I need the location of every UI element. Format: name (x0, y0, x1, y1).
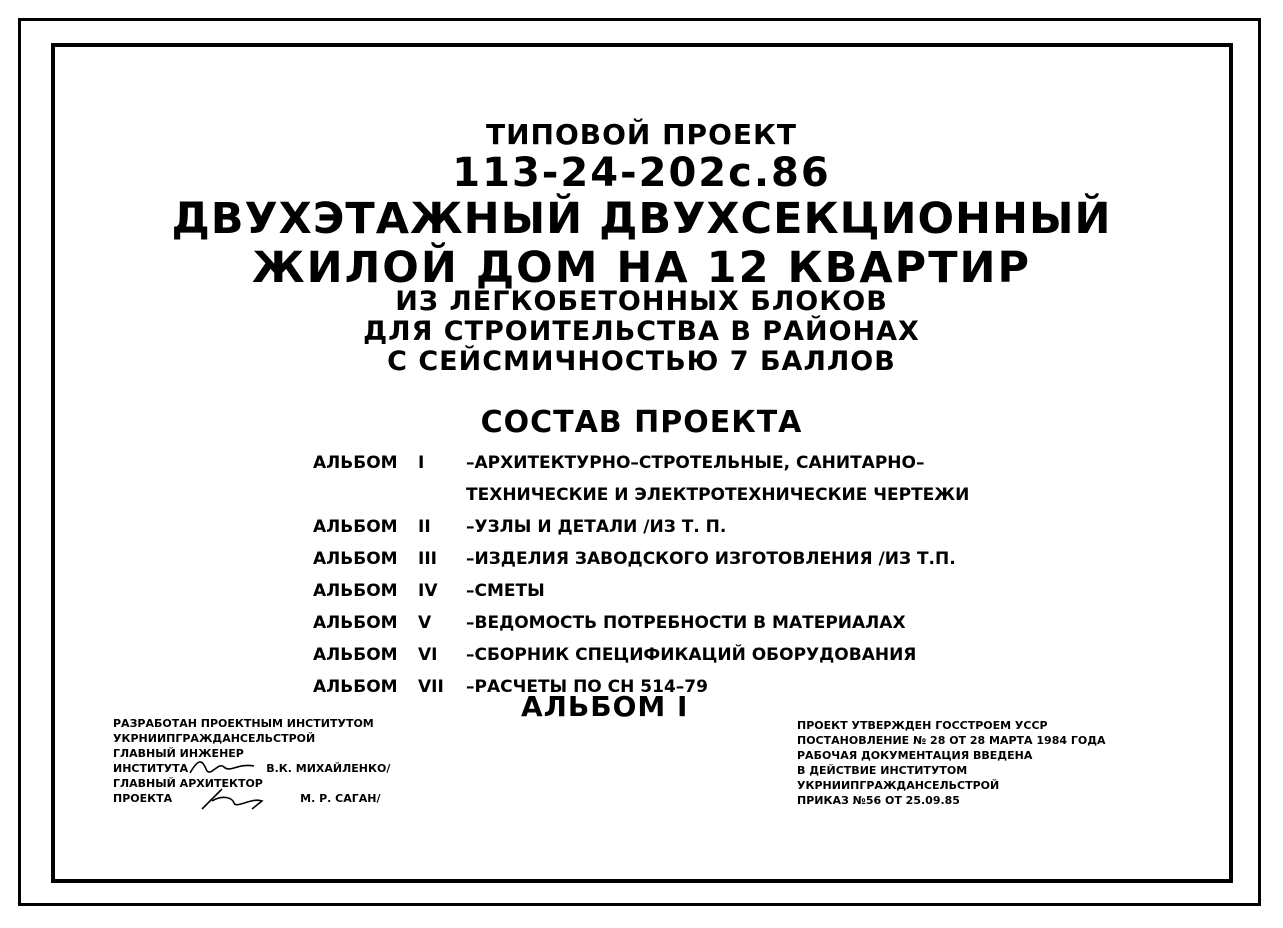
chief-engineer-row (113, 761, 390, 776)
chief-engineer-name: В.К. МИХАЙЛЕНКО/ (266, 762, 391, 775)
approval-line-3: РАБОЧАЯ ДОКУМЕНТАЦИЯ ВВЕДЕНА (797, 749, 1033, 762)
album-description: –АРХИТЕКТУРНО–СТРОТЕЛЬНЫЕ, САНИТАРНО– (466, 453, 925, 473)
album-number: I (418, 453, 425, 473)
album-row (313, 639, 969, 671)
project-type-label: ТИПОВОЙ ПРОЕКТ (486, 118, 797, 151)
composition-heading: СОСТАВ ПРОЕКТА (480, 405, 803, 440)
developer-line-2: УКРНИИПГРАЖДАНСЕЛЬСТРОЙ (113, 732, 316, 745)
album-word: АЛЬБОМ (313, 645, 398, 665)
developer-line-3: ГЛАВНЫЙ ИНЖЕНЕР (113, 747, 244, 760)
developer-block (113, 716, 390, 806)
album-row (313, 575, 969, 607)
subtitle-line-1: ИЗ ЛЕГКОБЕТОННЫХ БЛОКОВ (395, 286, 888, 317)
signature-sagan (172, 791, 292, 805)
album-word: АЛЬБОМ (313, 453, 398, 473)
signature-mikhailenko (188, 761, 258, 775)
album-word: АЛЬБОМ (313, 517, 398, 537)
album-description: –РАСЧЕТЫ ПО СН 514–79 (466, 677, 708, 697)
album-number: III (418, 549, 437, 569)
album-row (313, 511, 969, 543)
approval-block (797, 718, 1106, 808)
album-description-continued: ТЕХНИЧЕСКИЕ И ЭЛЕКТРОТЕХНИЧЕСКИЕ ЧЕРТЕЖИ (466, 485, 970, 505)
chief-architect-label: ПРОЕКТА (113, 792, 173, 805)
current-album-label: АЛЬБОМ I (521, 690, 689, 723)
album-word: АЛЬБОМ (313, 613, 398, 633)
approval-line-6: ПРИКАЗ №56 ОТ 25.09.85 (797, 794, 960, 807)
developer-line-5: ГЛАВНЫЙ АРХИТЕКТОР (113, 777, 263, 790)
album-row (313, 607, 969, 639)
album-row (313, 447, 969, 479)
album-word: АЛЬБОМ (313, 549, 398, 569)
album-description: –ИЗДЕЛИЯ ЗАВОДСКОГО ИЗГОТОВЛЕНИЯ /ИЗ Т.П. (466, 549, 956, 569)
chief-engineer-label: ИНСТИТУТА (113, 762, 189, 775)
developer-line-1: РАЗРАБОТАН ПРОЕКТНЫМ ИНСТИТУТОМ (113, 717, 374, 730)
approval-line-5: УКРНИИПГРАЖДАНСЕЛЬСТРОЙ (797, 779, 1000, 792)
album-description: –УЗЛЫ И ДЕТАЛИ /ИЗ Т. П. (466, 517, 727, 537)
approval-line-2: ПОСТАНОВЛЕНИЕ № 28 ОТ 28 МАРТА 1984 ГОДА (797, 734, 1106, 747)
chief-architect-name: М. Р. САГАН/ (300, 792, 381, 805)
album-number: IV (418, 581, 438, 601)
album-row-continuation (313, 479, 969, 511)
project-number: 113-24-202с.86 (452, 150, 831, 196)
album-number: VII (418, 677, 444, 697)
album-number: II (418, 517, 431, 537)
title-line-1: ДВУХЭТАЖНЫЙ ДВУХСЕКЦИОННЫЙ (171, 194, 1112, 244)
album-list (313, 447, 969, 703)
title-line-2: ЖИЛОЙ ДОМ НА 12 КВАРТИР (251, 243, 1032, 293)
subtitle-line-2: ДЛЯ СТРОИТЕЛЬСТВА В РАЙОНАХ (363, 316, 920, 347)
chief-architect-row (113, 791, 390, 806)
album-word: АЛЬБОМ (313, 677, 398, 697)
album-description: –СМЕТЫ (466, 581, 545, 601)
album-description: –СБОРНИК СПЕЦИФИКАЦИЙ ОБОРУДОВАНИЯ (466, 645, 917, 665)
approval-line-1: ПРОЕКТ УТВЕРЖДЕН ГОССТРОЕМ УССР (797, 719, 1048, 732)
album-row (313, 543, 969, 575)
album-description: –ВЕДОМОСТЬ ПОТРЕБНОСТИ В МАТЕРИАЛАХ (466, 613, 906, 633)
approval-line-4: В ДЕЙСТВИЕ ИНСТИТУТОМ (797, 764, 968, 777)
subtitle-line-3: С СЕЙСМИЧНОСТЬЮ 7 БАЛЛОВ (387, 346, 896, 377)
album-number: VI (418, 645, 438, 665)
album-word: АЛЬБОМ (313, 581, 398, 601)
album-number: V (418, 613, 432, 633)
